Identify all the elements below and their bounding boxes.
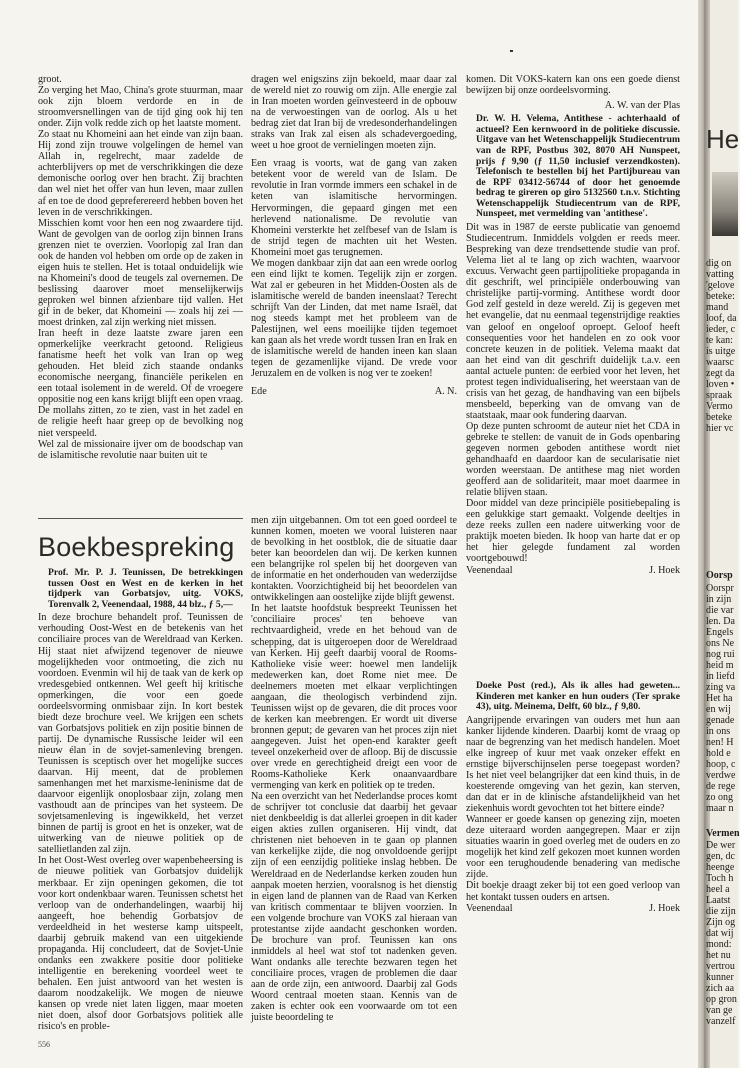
facing-page-line: ieder, c: [706, 324, 736, 335]
facing-page-line: maar n: [706, 803, 734, 814]
facing-page-line: gen, dc: [706, 851, 735, 862]
top-column-1: [38, 74, 243, 506]
facing-page-photo: [712, 172, 738, 236]
facing-page-line: Laatst: [706, 895, 731, 906]
paragraph: Aangrijpende ervaringen van ouders met hun aan kanker lijdende kinderen. Daarbij komt de vraag op naar de begrenzing van het medisch handelen. Moet elke ingreep of kuur met vaak onzeker effekt en ernstige bijverschijnselen perse toegepast worden? Is het niet veel belangrijker dat een kind thuis, in de koesterende omgeving van het gezin, kan sterven, dan dat er in de klinische afstandelijkheid van het ziekenhuis wordt gevochten tot het bittere einde?: [466, 714, 680, 815]
facing-page-subheading: Vermen: [706, 828, 740, 839]
signature-line: [251, 386, 457, 397]
signature-place: Veenendaal: [466, 902, 513, 914]
facing-page-line: die var: [706, 605, 734, 616]
top-column-2: [251, 74, 457, 506]
paragraph: Door middel van deze principiële positiebepaling is een gelukkige start gemaakt. Volgende deeltjes in deze reeks zullen een nadere uitwerking voor de praktijk moeten bieden. Ik hoop van harte dat er op het hier gelegde fundament zal worden voortgebouwd!: [466, 498, 680, 565]
facing-page-line: in zijn: [706, 594, 732, 605]
book-reference: Prof. Mr. P. J. Teunissen, De betrekkingen tussen Oost en West en de kerken in het tijdperk van Gorbatsjov, uitg. VOKS, Torenvalk 2, Veenendaal, 1988, 44 blz., ƒ 5,—: [48, 567, 243, 610]
facing-page-line: Toch h: [706, 873, 734, 884]
printing-mark: [510, 50, 513, 52]
paragraph: In deze brochure behandelt prof. Teunissen de verhouding Oost-West en de betekenis van het conciliaire proces van de Wereldraad van Kerken. Hij staat niet afwijzend tegenover de nieuwe mogelijkheden voor ontmoeting, die zich nu voordoen. Evenmin wil hij de taak van de kerk op vredesgebied ontkennen. Wel geeft hij kritische opmerkingen, die voor een goede oordeelsvorming onmisbaar zijn. In kort bestek biedt deze brochure veel. We krijgen een schets van Gorbatsjovs politiek en zijn positie binnen de partij. De dynamische Russische leider wil een nieuw élan in de sovjet-samenleving brengen. Teunissen is sceptisch over het mogelijke succes daarvan. Hij meent, dat de problemen samenhangen met het marxisme-leninisme dat de daarvoor eigenlijk onoplosbaar zijn, zolang men vasthoudt aan de principes van het systeem. De sovjetsamenleving is ingewikkeld, het verzet binnen de partij is groot en het is onzeker, wat de uitwerking van de nieuwe politiek op de satellietlanden zal zijn.: [38, 612, 243, 856]
bottom-column-1: [38, 568, 243, 1036]
paragraph: In het laatste hoofdstuk bespreekt Teunissen het 'conciliaire proces' ten behoeve van rechtvaardigheid, vrede en het behoud van de schepping, dat is uitgeroepen door de Wereldraad van Kerken. Hij geeft daarbij vooral de Rooms-Katholieke visie weer: hoewel men landelijk medewerken kan, doet Rome niet mee. De deelnemers moeten met elkaar verplichtingen aangaan, die theologisch verbindend zijn. Teunissen wijst op de gevaren, die dit proces voor de kerken kan meebrengen. Er wordt uit diverse bronnen geput; de gevaren van het proces zijn niet aangegeven. Juist het open-end karakter geeft teveel onzekerheid over de afloop. Bij de discussie over vrede en gerechtigheid dreigt een voor de Rooms-Katholieke Kerk onaanvaardbare vermenging van kerk en politiek op te treden.: [251, 603, 457, 792]
facing-page-line: len. Da: [706, 616, 735, 627]
facing-page-line: mand: [706, 302, 729, 313]
facing-page-line: het nu: [706, 950, 731, 961]
page-number: 556: [38, 1040, 50, 1049]
facing-page-line: zo ong: [706, 792, 733, 803]
paragraph: Zo verging het Mao, China's grote stuurman, maar ook zijn bloem verdorde en in de stroomversnellingen van de tijd ging ook hij ten onder. Zijn volk redde zich op het laatste moment.: [38, 85, 243, 130]
facing-page-line: Oorspr: [706, 583, 734, 594]
paragraph: Dit boekje draagt zeker bij tot een goed verloop van het kontakt tussen ouders en artsen.: [466, 880, 680, 903]
bottom-column-3: [466, 678, 680, 1036]
facing-page-line: ons Ne: [706, 638, 735, 649]
facing-page-line: waarsc: [706, 357, 734, 368]
signature-author: J. Hoek: [649, 564, 680, 576]
facing-page-line: loof, da: [706, 313, 737, 324]
facing-page-line: nog rui: [706, 649, 735, 660]
facing-page-line: dat wij: [706, 928, 734, 939]
paragraph: Op deze punten schroomt de auteur niet het CDA in gebreke te stellen: de vanuit de in Gods openbaring gegeven normen geboden antithese wordt niet gehandhaafd en daardoor kan de secularisatie niet worden weerstaan. De antithese mag niet worden geofferd aan de solidariteit, maar moet daarmee in relatie blijven staan.: [466, 420, 680, 499]
facing-page-line: in ons: [706, 726, 731, 737]
paragraph: Dit was in 1987 de eerste publicatie van genoemd Studiecentrum. Inmiddels volgden er reeds meer. Bespreking van deze trendsettende studie van prof. Velema liet al te lang op zich wachten, waarvoor excuus. Verwacht geen partijpolitieke propaganda in dit geschrift, wel principiële onderbouwing van christelijke partij-vorming. Antithese wordt door God zelf gesteld in deze wereld. Zij is gegeven met het evangelie, dat nu eenmaal tegenstrijdige reakties van geloof en ongeloof oproept. Geloof heeft consequenties voor het handelen en zo ook voor concrete keuzen in de politiek. Velema maakt dat aan het eind van dit geschrift duidelijk t.a.v. een aantal actuele punten: de eerbied voor het leven, het protest tegen individualisering, het weerstaan van de crisis van het gezag, de handhaving van een bijbels mensbeeld, beperking van de omvang van de staatstaak, maar ook fundering daarvan.: [466, 222, 680, 421]
signature-place: Veenendaal: [466, 564, 513, 576]
paragraph: komen. Dit VOKS-katern kan ons een goede dienst bewijzen bij onze oordeelsvorming.: [466, 74, 680, 97]
signature-line: [466, 565, 680, 576]
facing-page-line: heel a: [706, 884, 730, 895]
facing-page-line: vanzelf: [706, 1016, 736, 1027]
signature-place: Ede: [251, 386, 267, 398]
section-heading: Boekbespreking: [38, 532, 235, 562]
facing-page-subheading: Oorsp: [706, 570, 733, 581]
facing-page-line: op gron: [706, 994, 737, 1005]
section-divider: [38, 518, 243, 519]
paragraph: Wel zal de missionaire ijver om de boodschap van de islamitische revolutie naar buiten uit te: [38, 438, 243, 461]
paragraph: Wanneer er goede kansen op genezing zijn, moeten deze uiteraard worden aangegrepen. Maar er zijn situaties waarin in goed overleg met de ouders en zo mogelijk het kind zelf gekozen moet kunnen worden voor een terughoudende benadering van medische zijde.: [466, 814, 680, 881]
facing-page-heading: He: [706, 124, 740, 154]
bottom-column-2: [251, 515, 457, 1036]
facing-page-line: Zijn og: [706, 917, 736, 928]
signature-author: J. Hoek: [649, 902, 680, 914]
facing-page-line: is uitge: [706, 346, 736, 357]
facing-page-line: te kan:: [706, 335, 733, 346]
signature-author: A. N.: [434, 386, 457, 398]
facing-page-line: hier vc: [706, 423, 734, 434]
facing-page-line: die zijn: [706, 906, 736, 917]
facing-page-line: verdwe: [706, 770, 736, 781]
facing-page-line: Engels: [706, 627, 734, 638]
facing-page-line: spraak: [706, 390, 733, 401]
paragraph: dragen wel enigszins zijn bekoeld, maar daar zal de wereld niet zo rouwig om zijn. Alle energie zal in Iran moeten worden geïnvesteerd in de opbouw na de verwoestingen van de oorlog. Als u het bedrag ziet dat Iran bij de vredesonderhandelingen straks van Irak zal eisen als schadevergoeding, weet u hoe groot de vernielingen moeten zijn.: [251, 74, 457, 152]
signature-line: [466, 903, 680, 914]
signature-author: A. W. van der Plas: [604, 100, 680, 112]
facing-page-line: zing va: [706, 682, 736, 693]
facing-page-line: vatting: [706, 269, 734, 280]
facing-page-line: hoop, c: [706, 759, 736, 770]
facing-page-line: 'gelove: [706, 280, 735, 291]
paragraph: In het Oost-West overleg over wapenbeheersing is de nieuwe politiek van Gorbatsjov duidelijk merkbaar. Er zijn openingen gekomen, die tot voor kort ondenkbaar waren. Teunissen schetst het verloop van de onderhandelingen, waarbij hij aangeeft, hoe behendig Gorbatsjov de verdeeldheid in het westerse kamp uitspeelt, daarbij gebruik makend van een uitgekiende propaganda. Hij concludeert, dat de Sovjet-Unie ondanks een zwakkere positie door politieke intelligentie en berekening voordeel weet te behalen. Een juist antwoord van het westen is daarom noodzakelijk. We mogen de nieuwe kansen op vrede niet laten liggen, maar moeten niet doen, alsof door Gorbatsjovs politiek alle risico's en proble-: [38, 855, 243, 1033]
paragraph: We mogen dankbaar zijn dat aan een wrede oorlog een eind lijkt te komen. Tegelijk zijn er zorgen. Wat zal er gebeuren in het Midden-Oosten als de islamitische wereld de banden ineenslaat? Terecht schrijft Van der Linden, dat met name Israël, dat nog steeds kampt met het probleem van de Palestijnen, wel eens moeilijke tijden tegemoet kan gaan als het vrede wordt tussen Iran en Irak en de islamitische wereld de handen ineen kan slaan tegen de gezamenlijke vijand. De vrede voor Jeruzalem en de volken is nog ver te zoeken!: [251, 257, 457, 380]
facing-page-line: Het ha: [706, 693, 733, 704]
facing-page-line: beteke:: [706, 291, 735, 302]
facing-page-line: genade: [706, 715, 735, 726]
paragraph: groot.: [38, 74, 62, 85]
facing-page-line: dig on: [706, 258, 732, 269]
facing-page-line: loven •: [706, 379, 735, 390]
facing-page-line: De wer: [706, 840, 736, 851]
top-column-3: [466, 74, 680, 576]
facing-page-line: hold e: [706, 748, 731, 759]
facing-page-line: mond:: [706, 939, 732, 950]
facing-page-line: nen! H: [706, 737, 734, 748]
facing-page-line: de rege: [706, 781, 736, 792]
facing-page-line: kunner: [706, 972, 734, 983]
facing-page-line: heenge: [706, 862, 735, 873]
book-reference: Dr. W. H. Velema, Antithese - achterhaald of actueel? Een kernwoord in de politieke discussie. Uitgave van het Wetenschappelijk Studiecentrum van de RPF, Postbus 302, 8070 AH Nunspeet, prijs ƒ 9,90 (ƒ 11,50 inclusief verzendkosten). Telefonisch te bestellen bij het Partijbureau van de RPF 03412-56744 of door het genoemde bedrag te gireren op giro 5132560 t.n.v. Stichting Wetenschappelijk Studiecentrum van de RPF, Nunspeet, met vermelding van 'antithese'.: [476, 113, 680, 220]
book-reference: Doeke Post (red.), Als ik alles had geweten... Kinderen met kanker en hun ouders (Ter sprake 43), uitg. Meinema, Delft, 60 blz., ƒ 9,80.: [476, 680, 680, 713]
facing-page-line: vertrou: [706, 961, 735, 972]
facing-page-line: in liefd: [706, 671, 735, 682]
paragraph: Een vraag is voorts, wat de gang van zaken betekent voor de wereld van de Islam. De revolutie in Iran vormde immers een schakel in de keten van islamitische hervormingen. Hervormingen, die gepaard gingen met een herlevend nationalisme. De revolutie van Khomeini versterkte het zelfbesef van de Islam is de strijd tegen de machten uit het Westen. Khomeini moet gas terugnemen.: [251, 158, 457, 258]
facing-page-line: heid m: [706, 660, 734, 671]
paragraph: Zo staat nu Khomeini aan het einde van zijn baan. Hij zond zijn trouwe volgelingen de hemel van Allah in, regelrecht, maar zadelde de achterblijvers op met de verschrikkingen die deze demonische oorlog over hen bracht. Zij brachten dan wel niet het offer van hun leven, maar zullen af en toe de dood gepreferereerd hebben boven het leven in de verschrikkingen.: [38, 129, 243, 218]
facing-page-line: zegt da: [706, 368, 735, 379]
facing-page-line: beteke: [706, 412, 733, 423]
paragraph: Na een overzicht van het Nederlandse proces komt de schrijver tot conclusie dat daarbij het gevaar niet denkbeeldig is dat allerlei groepen in dit kader eigen akties zullen organiseren. Hij vindt, dat christenen niet behoeven in te gaan op plannen van kerkelijke zijde, die nog onvoldoende gerijpt zijn of een eenzijdig politieke inslag hebben. De Wereldraad en de Nederlandse kerken zouden hun aanpak moeten herzien, vooralsnog is het dienstig in eigen land de plannen van de Raad van Kerken van kritisch commentaar te blijven voorzien. In een volgende brochure van VOKS zal hieraan van protestantse zijde aandacht geschonken worden. De brochure van prof. Teunissen kan ons inmiddels al heel wat stof tot nadenken geven. Want ondanks alle terechte bezwaren tegen het conciliaire proces, vragen de problemen die daar aan de orde zijn, een antwoord. Daarbij zal Gods Woord centraal moeten staan. Kennis van de zaken is echter ook een voorwaarde om tot een juiste beoordeling te: [251, 791, 457, 1024]
facing-page-line: Vermo: [706, 401, 733, 412]
paragraph: Misschien komt voor hen een nog zwaardere tijd. Want de gevolgen van de oorlog zijn binnen Irans grenzen niet te overzien. Voorlopig zal Iran dan ook de handen vol hebben om orde op de zaken in eigen huis te stellen. Het is totaal onduidelijk wie na Khomeini's dood de teugels zal overnemen. De beslissing daarover moet menselijkerwijs geproken wel binnen afzienbare tijd vallen. Het gif in de beker, dat Khomeini — zoals hij zei — moest drinken, zal zijn werking niet missen.: [38, 217, 243, 329]
paragraph: men zijn uitgebannen. Om tot een goed oordeel te kunnen komen, moeten we vooral luisteren naar de bevolking in het oostblok, die de situatie daar beter kan beoordelen dan wij. De kerken kunnen een belangrijke rol spelen bij het doorgeven van de informatie en het onderhouden van wederzijdse kontakten. Voorzichtigheid bij het beoordelen van ontwikkelingen aan oostelijke zijde blijft gewenst.: [251, 515, 457, 604]
paragraph: Iran heeft in deze laatste zware jaren een opmerkelijke veerkracht getoond. Religieus fanatisme heeft het volk van Iran op weg gehouden. Het bleid zich staande ondanks economische neergang, financiële perikelen en een totaal isolement in de wereld. Of de vroegere oppositie nog een kans krijgt blijft een open vraag. De mollahs zitten, zo te zien, vast in het zadel en de religie heeft haar greep op de bevolking nog niet verspeeld.: [38, 328, 243, 439]
facing-page-line: zich aa: [706, 983, 735, 994]
facing-page-line: van ge: [706, 1005, 733, 1016]
facing-page-line: en wij: [706, 704, 731, 715]
